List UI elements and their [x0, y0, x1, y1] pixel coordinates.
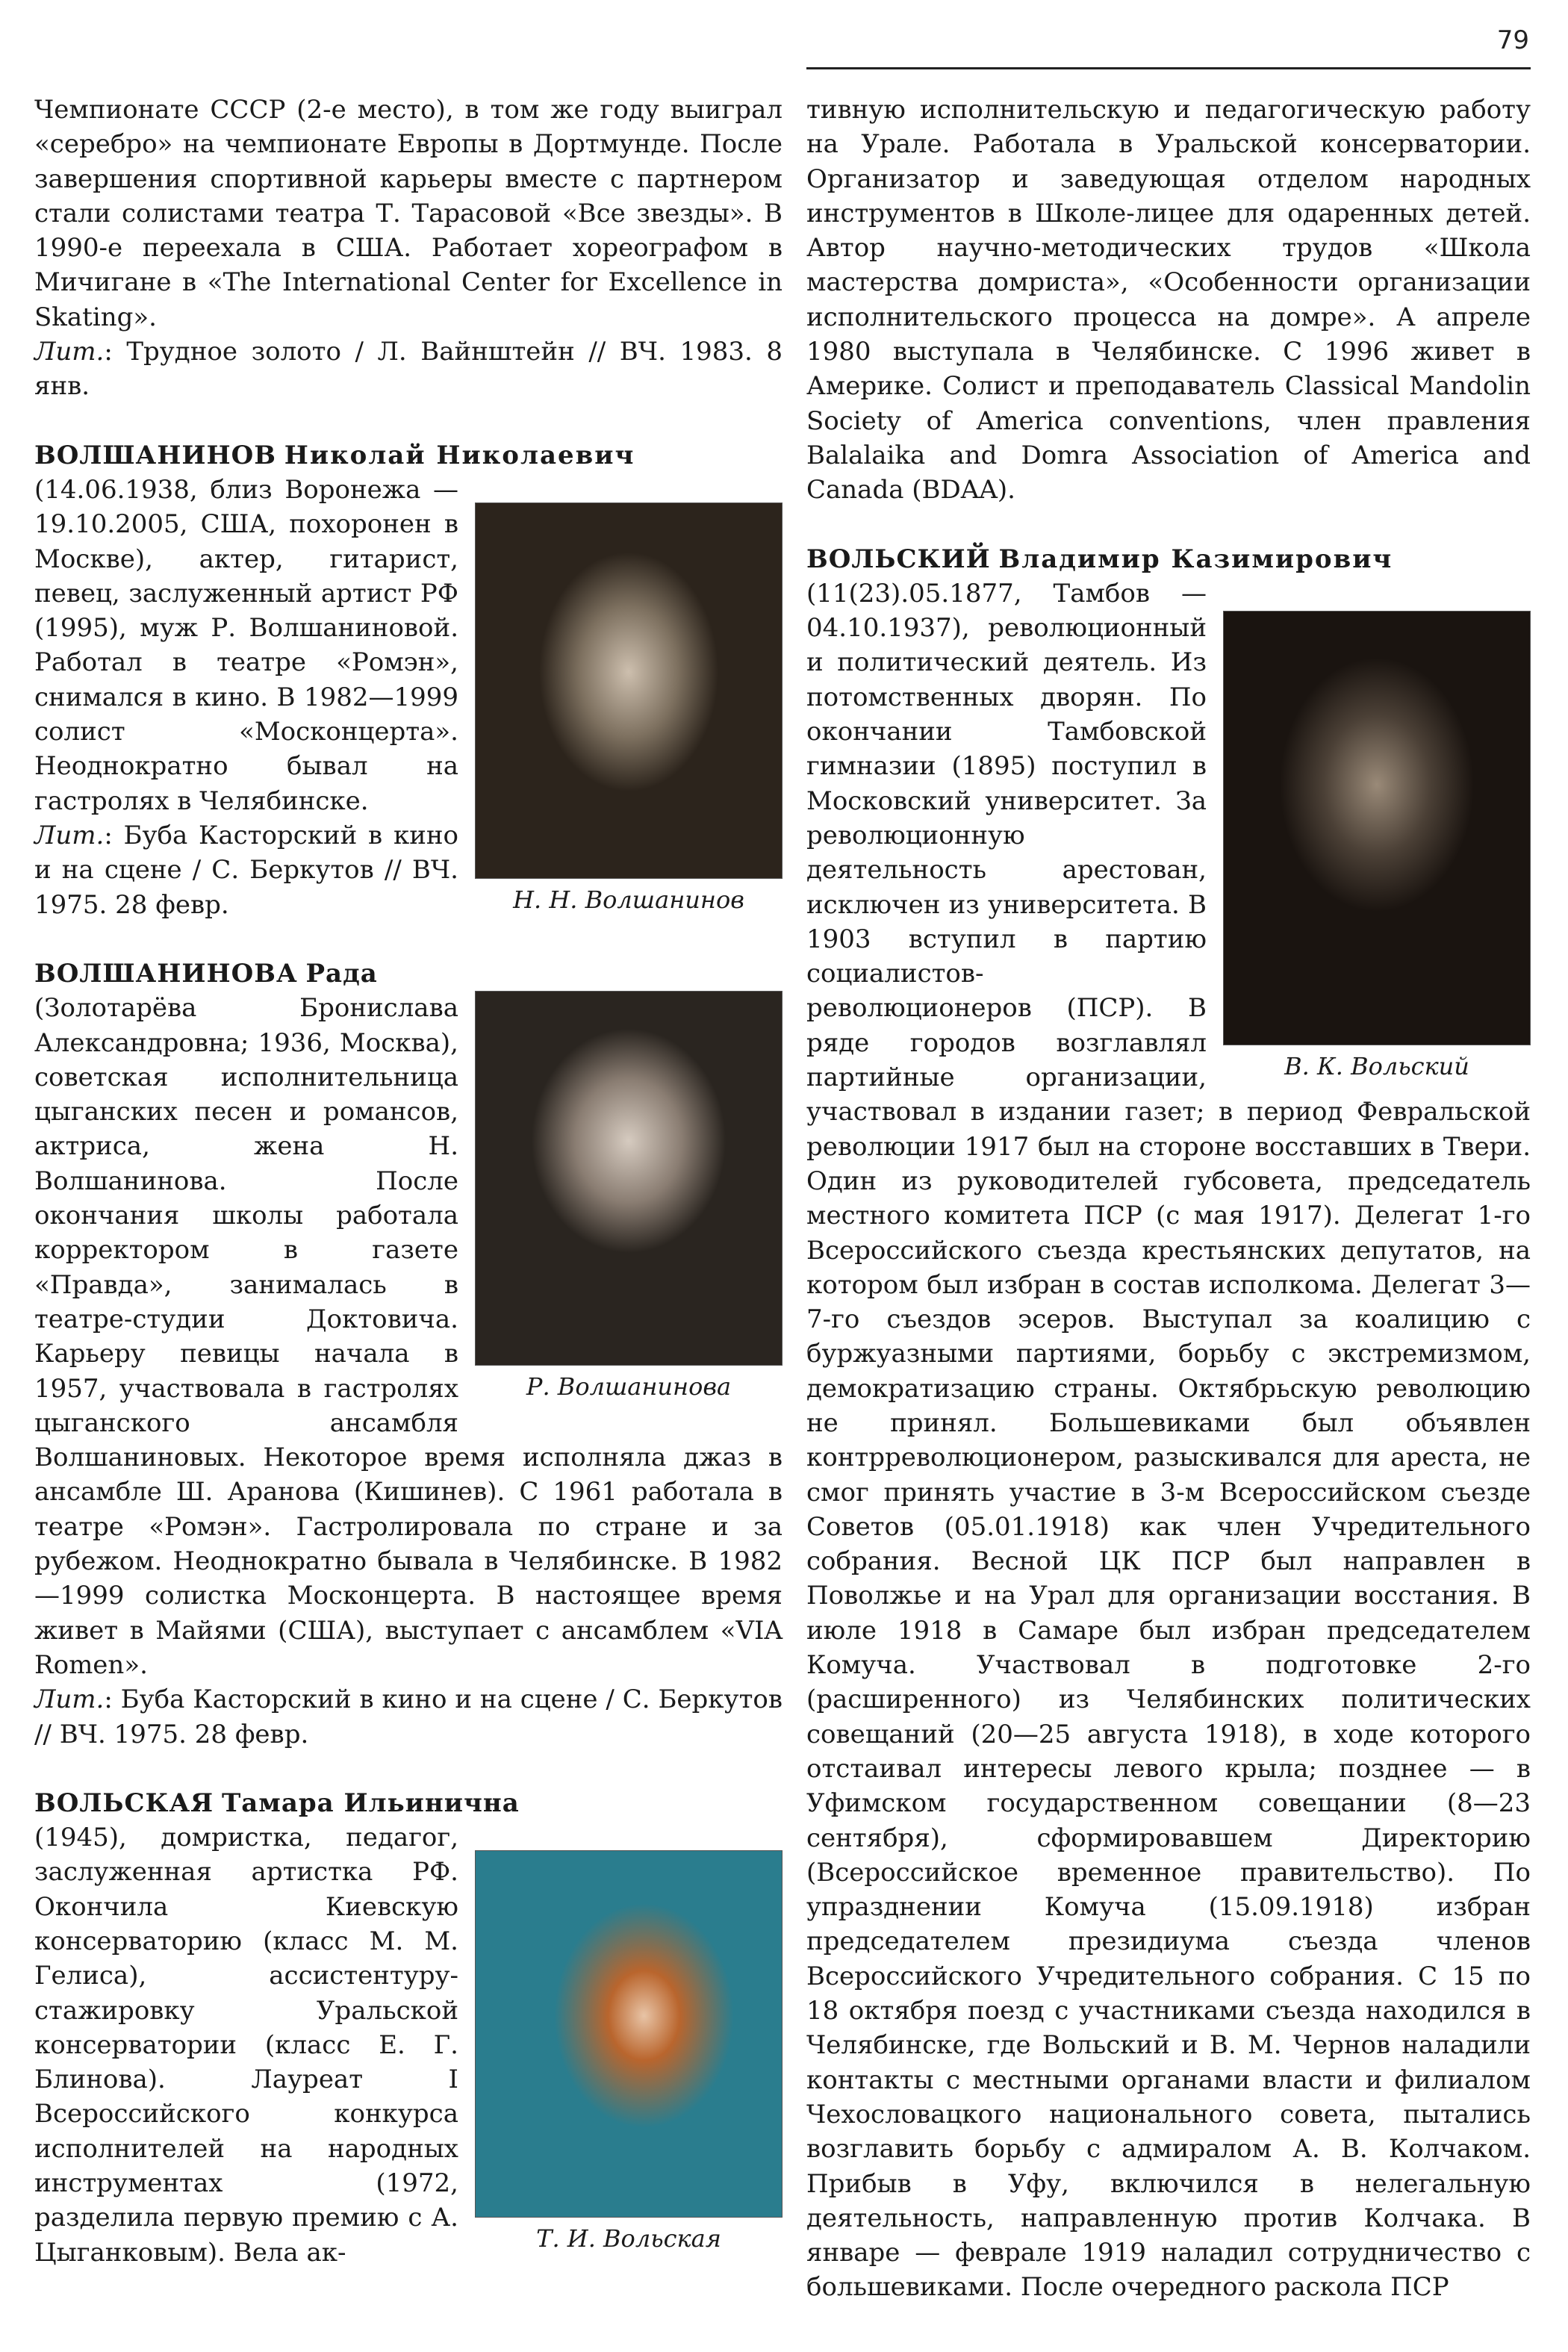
header-rule: [806, 67, 1531, 69]
portrait-photo: [1223, 611, 1531, 1045]
literature-ref: [34, 1682, 783, 1752]
photo-caption: Н. Н. Волшанинов: [513, 885, 744, 914]
lit-text: : Трудное золото / Л. Вайнштейн // ВЧ. 1983. 8 янв.: [34, 337, 783, 402]
entry-body: (1945), домристка, педагог, заслуженная артистка РФ. Окончила Киевскую консерваторию (класс М. М. Гелиса), ассистентуру-стажировку Уральской консерватории (класс Е. Г. Блинова). Лауреат I Всероссийского конкурса исполнителей на народных инструментах (1972, разделила первую премию с А. Цыганковым). Вела ак-: [34, 1823, 458, 2268]
continuation-text: тивную исполнительскую и педагогическую работу на Урале. Работала в Уральской консерватории. Организатор и заведующая отделом народных инструментов в Школе-лицее для одаренных детей. Автор научно-методических трудов «Школа мастерства домриста», «Особенности организации исполнительского процесса на домре». А апреле 1980 выступала в Челябинске. С 1996 живет в Америке. Солист и преподаватель Classical Mandolin Society of America conventions, член правления Balalaika and Domra Association of America and Canada (BDAA).: [806, 95, 1531, 505]
headword: ВОЛЬСКИЙ: [806, 544, 991, 574]
entry-volsky: [806, 542, 1531, 2305]
headword: ВОЛЬСКАЯ: [34, 1788, 214, 1818]
photo-caption: Р. Волшанинова: [526, 1372, 732, 1401]
entry-volshaninov: [34, 438, 783, 922]
lit-text: : Буба Касторский в кино и на сцене / С. Беркутов // ВЧ. 1975. 28 февр.: [34, 1684, 783, 1749]
literature-ref: [34, 335, 783, 404]
figure: [1223, 611, 1531, 1083]
entry-heading: [34, 438, 783, 473]
entry-body: (14.06.1938, близ Воронежа — 19.10.2005, США, похоронен в Москве), актер, гитарист, певец, заслуженный артист РФ (1995), муж Р. Волшаниновой. Работал в театре «Ромэн», снимался в кино. В 1982—1999 солист «Москонцерта». Неоднократно бывал на гастролях в Челябинске.: [34, 474, 458, 816]
photo-caption: В. К. Вольский: [1284, 1051, 1469, 1080]
entry-heading: [806, 542, 1531, 576]
headword-name: Владимир Казимирович: [998, 544, 1393, 574]
headword-name: Рада: [305, 958, 378, 989]
lit-text: : Буба Касторский в кино и на сцене / С. Беркутов // ВЧ. 1975. 28 февр.: [34, 820, 458, 920]
headword: ВОЛШАНИНОВ: [34, 440, 276, 470]
entry-body: (11(23).05.1877, Тамбов — 04.10.1937), революционный и политический деятель. Из потомственных дворян. По окончании Тамбовской гимназии (1895) поступил в Московский университет. За революционную деятельность арестован, исключен из университета. В 1903 вступил в партию социалистов-революционеров (ПСР). В ряде городов возглавлял партийные организации, участвовал в издании газет; в период Февральской революции 1917 был на стороне восставших в Твери. Один из руководителей губсовета, председатель местного комитета ПСР (с мая 1917). Делегат 1-го Всероссийского съезда крестьянских депутатов, на котором был избран в состав исполкома. Делегат 3—7-го съездов эсеров. Выступал за коалицию с буржуазными партиями, борьбу с экстремизмом, демократизацию страны. Октябрьскую революцию не принял. Большевиками был объявлен контрреволюционером, разыскивался для ареста, не смог принять участие в 3-м Всероссийском съезде Советов (05.01.1918) как член Учредительного собрания. Весной ЦК ПСР был направлен в Поволжье и на Урал для организации восстания. В июле 1918 в Самаре был избран председателем Комуча. Участвовал в подготовке 2-го (расширенного) из Челябинских политических совещаний (20—25 августа 1918), в ходе которого отстаивал интересы левого крыла; позднее — в Уфимском государственном совещании (8—23 сентября), сформировавшем Директорию (Всероссийское временное правительство). По упразднении Комуча (15.09.1918) избран председателем президиума съезда членов Всероссийского Учредительного собрания. С 15 по 18 октября поезд с участниками съезда находился в Челябинске, где Вольский и В. М. Чернов наладили контакты с местными органами власти и филиалом Чехословацкого национального совета, пытались возглавить борьбу с адмиралом А. В. Колчаком. Прибыв в Уфу, включился в нелегальную деятельность, направленную против Колчака. В январе — феврале 1919 наладил сотрудничество с большевиками. После очередного раскола ПСР: [806, 578, 1531, 2303]
headword-name: Тамара Ильинична: [221, 1788, 520, 1818]
entry-continuation: [34, 93, 783, 404]
photo-caption: Т. И. Вольская: [536, 2224, 721, 2253]
entry-body: (Золотарёва Бронислава Александровна; 1936, Москва), советская исполнительница цыганских песен и романсов, актриса, жена Н. Волшанинова. После окончания школы работала корректором в газете «Правда», занималась в театре-студии Доктовича. Карьеру певицы начала в 1957, участвовала в гастролях цыганского ансамбля Волшаниновых. Некоторое время исполняла джаз в ансамбле Ш. Аранова (Кишинев). С 1961 работала в театре «Ромэн». Гастролировала по стране и за рубежом. Неоднократно бывала в Челябинске. В 1982—1999 солистка Москонцерта. В настоящее время живет в Майями (США), выступает с ансамблем «VIA Romen».: [34, 993, 783, 1680]
lit-label: Лит.: [34, 820, 105, 850]
figure: [475, 503, 783, 916]
portrait-photo: [475, 1850, 783, 2218]
portrait-photo: [475, 503, 783, 879]
entry-volskaya: [34, 1786, 783, 2270]
entry-heading: [34, 956, 783, 991]
entry-heading: [34, 1786, 783, 1820]
right-column: [806, 93, 1531, 2339]
headword-name: Николай Николаевич: [284, 440, 635, 470]
page-number: 79: [1496, 25, 1529, 55]
entry-volshaninova: [34, 956, 783, 1752]
continuation-text: Чемпионате СССР (2-е место), в том же году выиграл «серебро» на чемпионате Европы в Дортмунде. После завершения спортивной карьеры вместе с партнером стали солистами театра Т. Тарасовой «Все звезды». В 1990-е переехала в США. Работает хореографом в Мичигане в «The International Center for Excellence in Skating».: [34, 95, 783, 332]
entry-volskaya-continuation: [806, 93, 1531, 508]
headword: ВОЛШАНИНОВА: [34, 958, 298, 989]
left-column: [34, 93, 783, 2304]
figure: [475, 991, 783, 1403]
figure: [475, 1850, 783, 2255]
lit-label: Лит.: [34, 1684, 105, 1715]
portrait-photo: [475, 991, 783, 1366]
lit-label: Лит.: [34, 337, 105, 367]
